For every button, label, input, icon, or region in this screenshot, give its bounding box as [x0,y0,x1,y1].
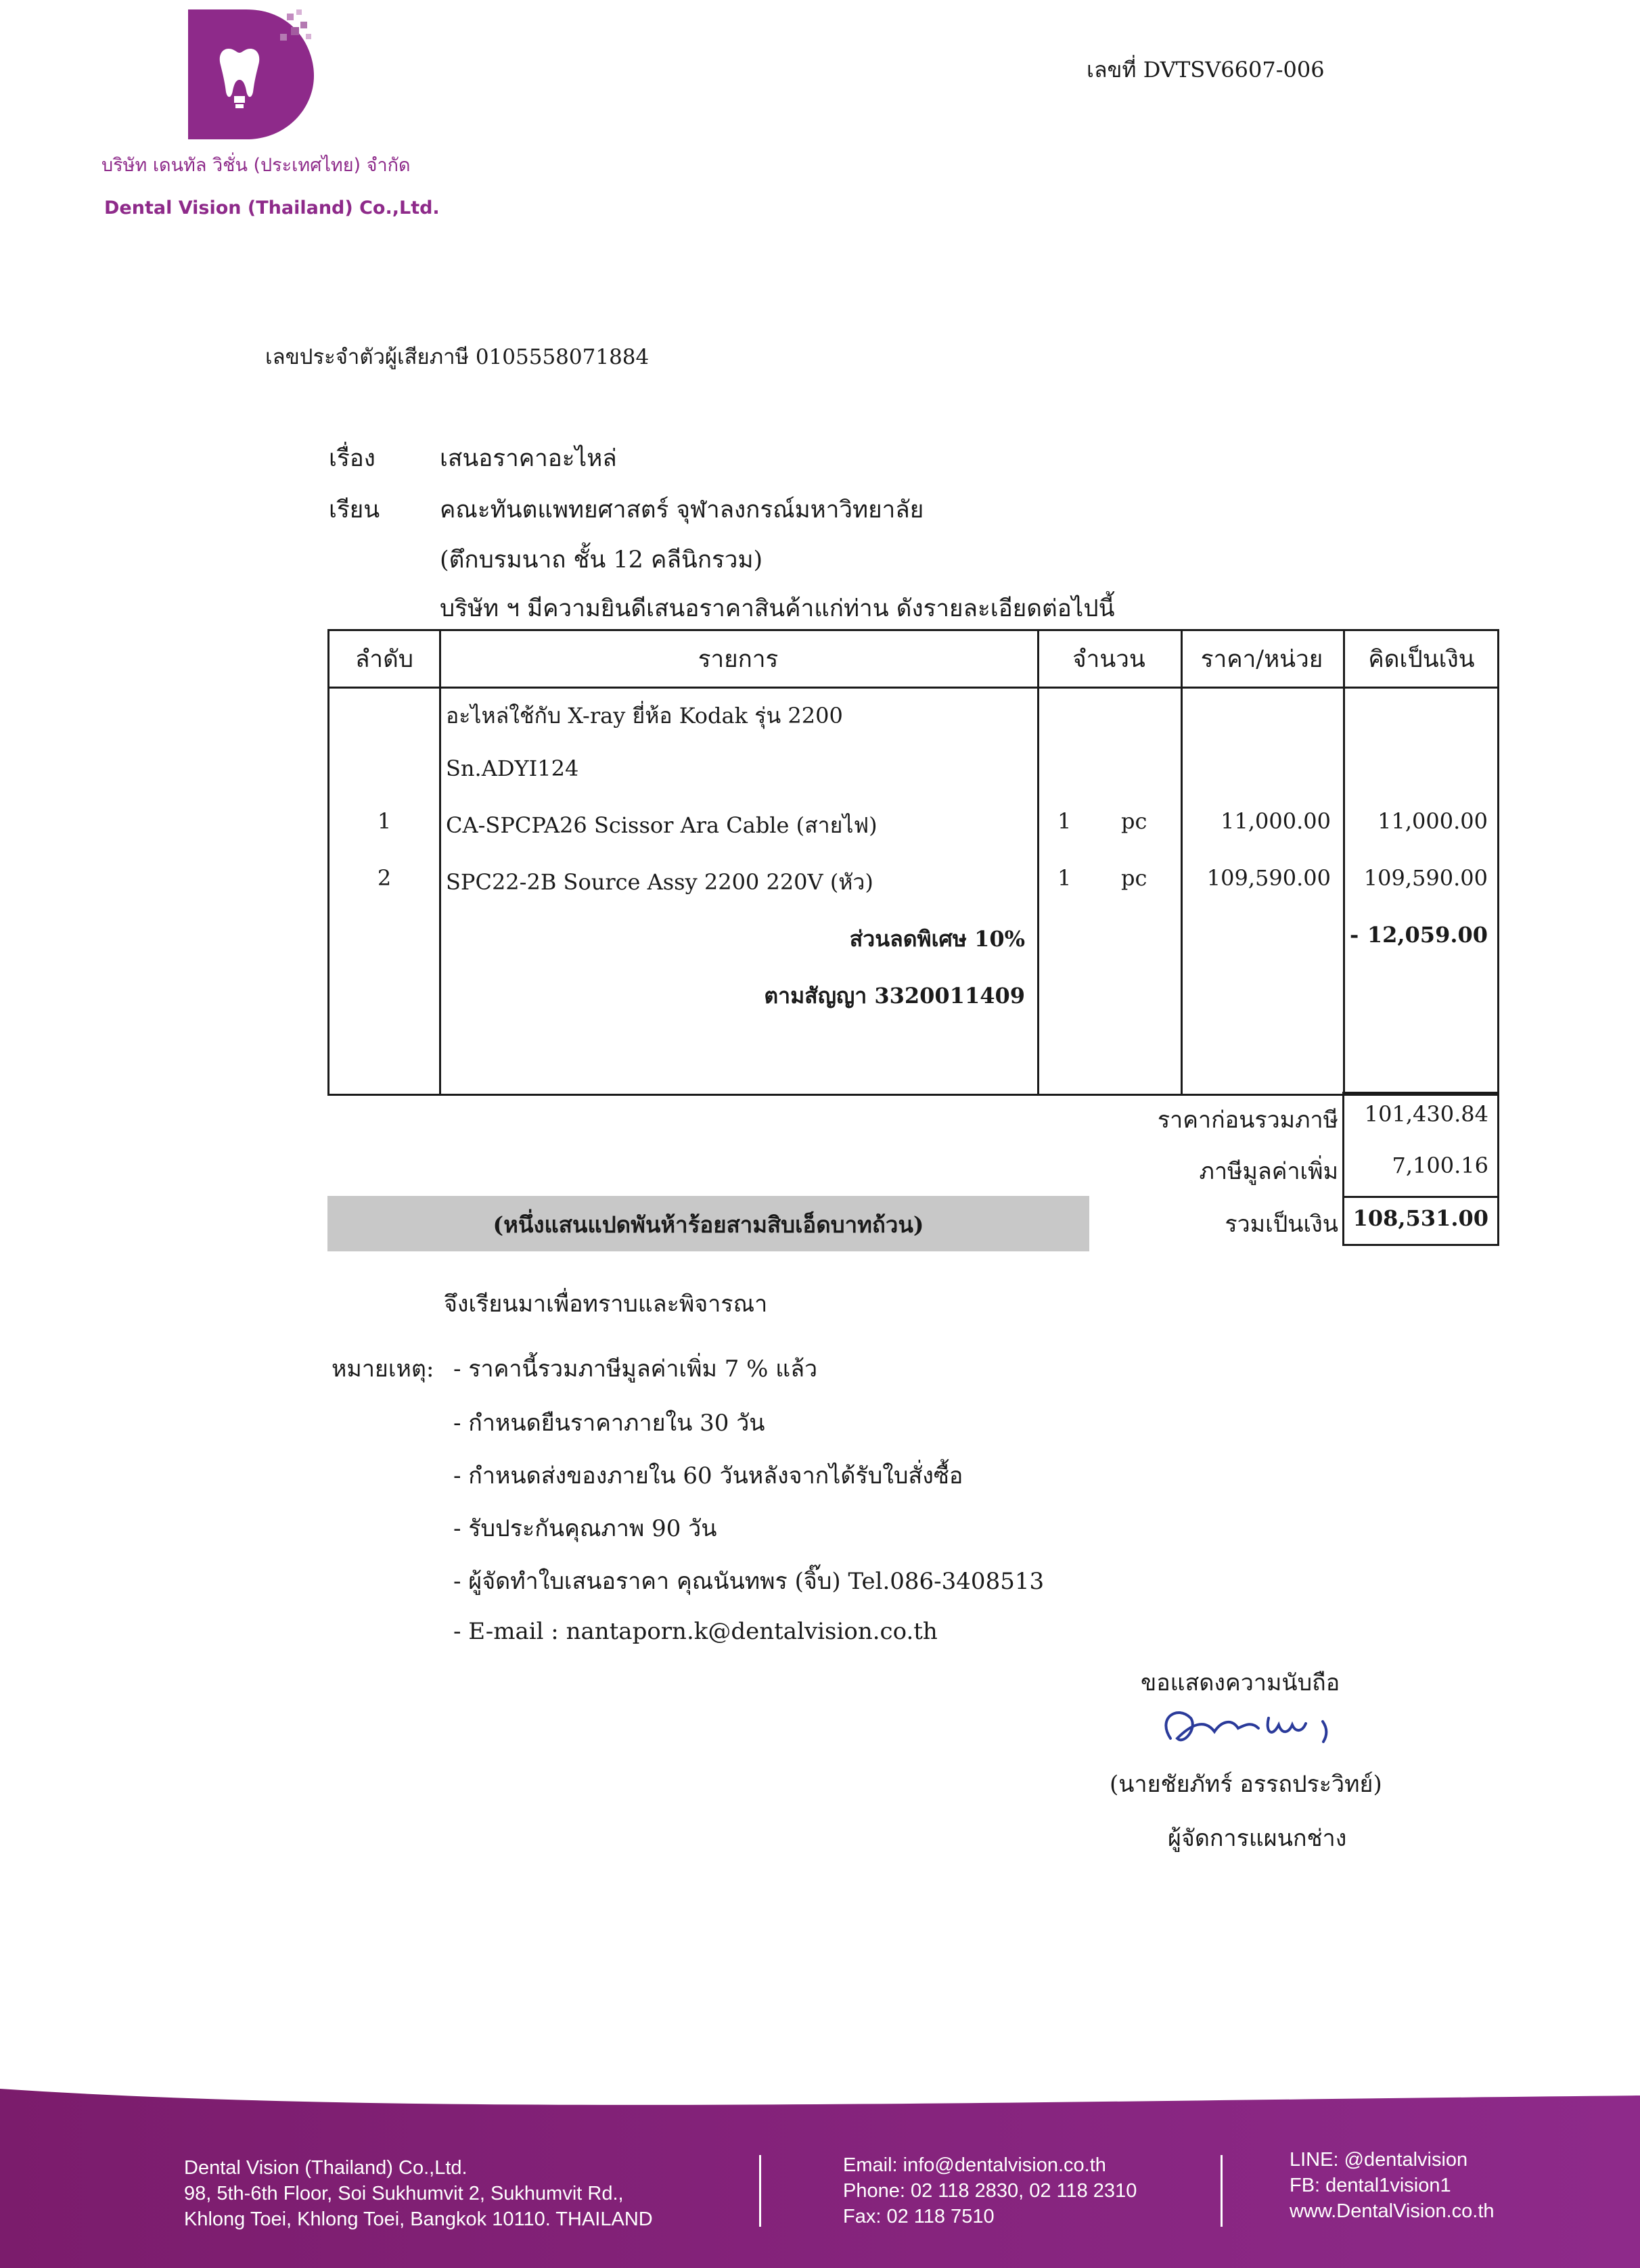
subject-text: เสนอราคาอะไหล่ [440,445,617,472]
footer-phone: Phone: 02 118 2830, 02 118 2310 [843,2180,1137,2202]
col-header-no: ลำดับ [355,646,414,673]
col-header-qty: จำนวน [1072,646,1145,673]
notes-label: หมายเหตุ: [332,1356,434,1383]
row-1-qty: 1 [1057,808,1072,834]
note-item: - ราคานี้รวมภาษีมูลค่าเพิ่ม 7 % แล้ว [453,1356,818,1383]
note-item: - E-mail : nantaporn.k@dentalvision.co.th [453,1618,938,1645]
note-item: - รับประกันคุณภาพ 90 วัน [453,1515,717,1542]
col-header-unit-price: ราคา/หน่วย [1200,646,1323,673]
subject-label: เรื่อง [329,445,375,472]
footer-website: www.DentalVision.co.th [1290,2200,1495,2222]
footer-divider [759,2155,761,2227]
company-name-en: Dental Vision (Thailand) Co.,Ltd. [104,198,440,218]
note-item: - กำหนดยืนราคาภายใน 30 วัน [453,1410,765,1437]
row-1-unit-price: 11,000.00 [1221,808,1331,834]
row-2-amount: 109,590.00 [1363,865,1488,891]
footer-address-1: 98, 5th-6th Floor, Soi Sukhumvit 2, Sukhumvit Rd., [184,2183,624,2204]
item-serial: Sn.ADYI124 [446,756,579,781]
row-2-item: SPC22-2B Source Assy 2200 220V (หัว) [446,869,873,895]
total-value: 108,531.00 [1352,1205,1488,1231]
subtotal-value: 101,430.84 [1364,1101,1488,1127]
col-header-item: รายการ [698,646,779,673]
recipient-line-2: (ตึกบรมนาถ ชั้น 12 คลีนิกรวม) [440,547,763,574]
footer-facebook: FB: dental1vision1 [1290,2175,1451,2196]
signer-position: ผู้จัดการแผนกช่าง [1168,1825,1347,1852]
item-description: อะไหล่ใช้กับ X-ray ยี่ห้อ Kodak รุ่น 2200 [446,703,843,728]
row-2-unit: pc [1121,865,1147,891]
row-2-no: 2 [377,865,392,891]
discount-label: ส่วนลดพิเศษ 10% [849,926,1025,952]
document-number: เลขที่ DVTSV6607-006 [1087,57,1325,83]
regards-text: ขอแสดงความนับถือ [1141,1669,1340,1696]
note-item: - ผู้จัดทำใบเสนอราคา คุณนันทพร (จิ๊บ) Tel.086-3408513 [453,1568,1045,1595]
footer-divider [1221,2155,1223,2227]
recipient-label: เรียน [329,496,380,524]
row-2-unit-price: 109,590.00 [1206,865,1331,891]
recipient-line-1: คณะทันตแพทยศาสตร์ จุฬาลงกรณ์มหาวิทยาลัย [440,496,924,524]
footer-address-2: Khlong Toei, Khlong Toei, Bangkok 10110. THAILAND [184,2208,653,2230]
vat-value: 7,100.16 [1392,1153,1488,1178]
quote-table [327,629,1499,1096]
row-1-unit: pc [1121,808,1147,834]
signature [1150,1691,1380,1765]
tax-id: เลขประจำตัวผู้เสียภาษี 0105558071884 [265,345,650,369]
company-name-th: บริษัท เดนทัล วิชั่น (ประเทศไทย) จำกัด [101,155,411,176]
intro-text: บริษัท ฯ มีความยินดีเสนอราคาสินค้าแก่ท่าน ดังรายละเอียดต่อไปนี้ [440,595,1115,622]
signer-name: (นายชัยภัทร์ อรรถประวิทย์) [1110,1771,1382,1798]
amount-in-words: (หนึ่งแสนแปดพันห้าร้อยสามสิบเอ็ดบาทถ้วน) [493,1211,924,1238]
discount-sign: - [1350,922,1359,948]
footer-email: Email: info@dentalvision.co.th [843,2154,1106,2176]
total-label: รวมเป็นเงิน [1225,1211,1338,1238]
subtotal-label: ราคาก่อนรวมภาษี [1157,1107,1338,1134]
row-1-item: CA-SPCPA26 Scissor Ara Cable (สายไฟ) [446,812,878,838]
row-1-no: 1 [377,808,392,834]
row-2-qty: 1 [1057,865,1072,891]
col-header-amount: คิดเป็นเงิน [1368,646,1475,673]
vat-label: ภาษีมูลค่าเพิ่ม [1199,1158,1338,1185]
footer-line: LINE: @dentalvision [1290,2149,1468,2171]
footer-fax: Fax: 02 118 7510 [843,2206,995,2227]
footer-company: Dental Vision (Thailand) Co.,Ltd. [184,2157,468,2179]
note-item: - กำหนดส่งของภายใน 60 วันหลังจากได้รับใบสั่งซื้อ [453,1462,963,1489]
closing-text: จึงเรียนมาเพื่อทราบและพิจารณา [444,1291,768,1318]
contract-number: ตามสัญญา 3320011409 [764,983,1025,1009]
discount-value: 12,059.00 [1367,922,1488,948]
company-logo [185,7,321,142]
row-1-amount: 11,000.00 [1377,808,1488,834]
